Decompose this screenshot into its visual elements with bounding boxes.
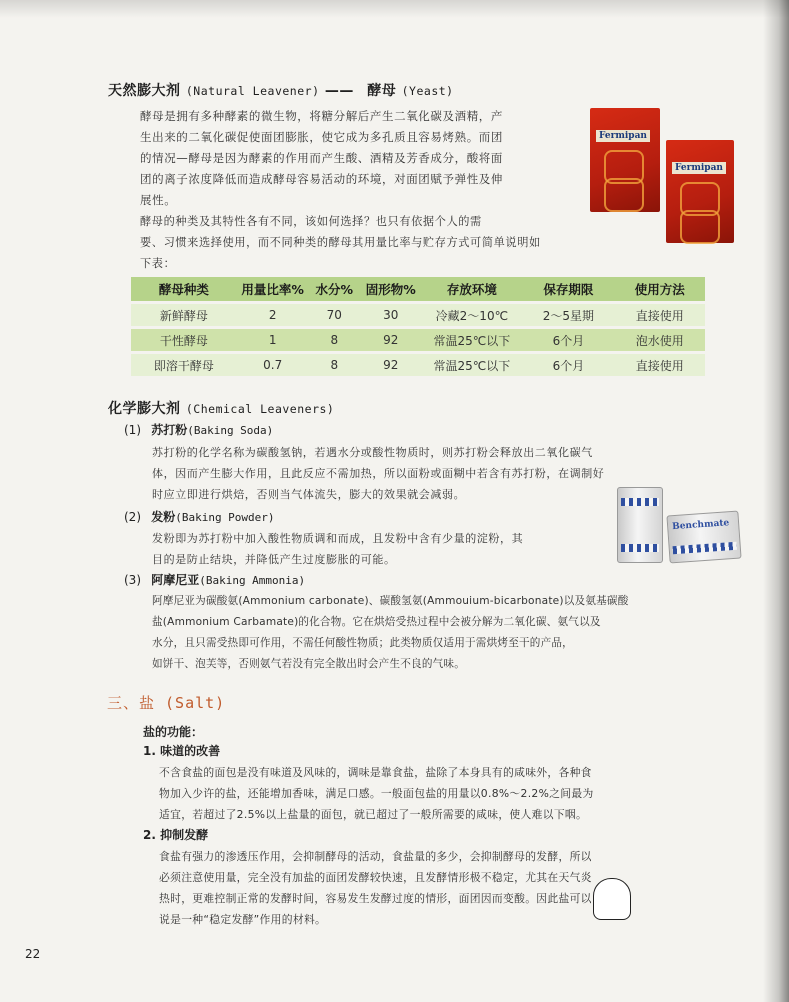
heading-cn: 化学膨大剂 — [108, 401, 181, 417]
table-cell: 泡水使用 — [615, 329, 705, 351]
table-row — [131, 329, 705, 351]
baking-powder-can-image-2 — [666, 511, 741, 564]
table-cell: 直接使用 — [615, 304, 705, 326]
can-stripe — [673, 542, 737, 554]
text-line: 苏打粉的化学名称为碳酸氢钠，若遇水分或酸性物质时，则苏打粉会释放出二氧化碳气 — [152, 446, 593, 459]
heading-dash: —— — [324, 83, 354, 99]
salt-function-2-title: 2. 抑制发酵 — [143, 828, 209, 842]
yeast-comparison-table — [131, 274, 705, 379]
table-header: 存放环境 — [422, 277, 523, 301]
table-header: 保存期限 — [522, 277, 614, 301]
table-cell: 2 — [237, 304, 309, 326]
text-line: 食盐有强力的渗透压作用，会抑制酵母的活动，食盐量的多少，会抑制酵母的发酵，所以 — [159, 850, 592, 863]
heading-cn: 天然膨大剂 — [108, 83, 181, 99]
product-label: Fermipan — [596, 130, 650, 142]
text-line: 酵母是拥有多种酵素的微生物，将糖分解后产生二氧化碳及酒精，产 — [140, 109, 503, 123]
text-line: 水分，且只需受热即可作用，不需任何酸性物质；此类物质仅适用于需烘烤至干的产品， — [152, 637, 573, 649]
baking-powder-text — [152, 528, 612, 570]
table-cell: 8 — [309, 354, 360, 376]
text-line: 必须注意使用量，完全没有加盐的面团发酵较快速，且发酵情形极不稳定，尤其在天气炎 — [159, 871, 592, 884]
salt-function-2-text — [159, 846, 719, 930]
text-line: 盐(Ammonium Carbamate)的化合物。它在烘焙受热过程中会被分解为二氧化碳、氨气以及 — [152, 616, 601, 628]
table-row — [131, 354, 705, 376]
package-pattern — [680, 210, 720, 244]
text-line: 说是一种“稳定发酵”作用的材料。 — [159, 913, 327, 926]
yeast-package-image-1 — [590, 108, 660, 212]
yeast-section-heading — [108, 80, 454, 100]
heading-en: (Chemical Leaveners) — [185, 402, 335, 416]
text-line: 物加入少许的盐，还能增加香味，满足口感。一般面包盐的用量以0.8%～2.2%之间最为 — [159, 787, 594, 800]
can-stripe — [621, 498, 659, 506]
can-stripe — [621, 544, 659, 552]
table-header: 使用方法 — [615, 277, 705, 301]
table-cell: 1 — [237, 329, 309, 351]
text-line: 阿摩尼亚为碳酸氨(Ammonium carbonate)、碳酸氢氨(Ammouium-bicarbonate)以及氨基碳酸 — [152, 595, 629, 607]
table-cell: 常温25℃以下 — [422, 329, 523, 351]
text-line: 如饼干、泡芙等，否则氨气若没有完全散出时会产生不良的气味。 — [152, 658, 466, 670]
item-title-cn: 阿摩尼亚 — [151, 573, 200, 587]
item-title-en: (Baking Ammonia) — [199, 574, 306, 587]
chemical-section-heading — [108, 398, 334, 418]
yeast-package-image-2 — [666, 140, 734, 243]
page-shadow-top — [0, 0, 789, 18]
package-pattern — [604, 178, 644, 212]
table-header: 酵母种类 — [131, 277, 237, 301]
table-cell: 新鲜酵母 — [131, 304, 237, 326]
table-cell: 8 — [309, 329, 360, 351]
table-cell: 6个月 — [522, 329, 614, 351]
item-title-cn: 苏打粉 — [151, 423, 188, 437]
salt-section-heading: 三、盐 (Salt) — [107, 694, 226, 712]
text-line: 不含食盐的面包是没有味道及风味的，调味是靠食盐，盐除了本身具有的咸味外，各种食 — [159, 766, 592, 779]
table-header: 水分% — [309, 277, 360, 301]
table-header-row — [131, 277, 705, 301]
table-cell: 70 — [309, 304, 360, 326]
table-cell: 即溶干酵母 — [131, 354, 237, 376]
table-header: 用量比率% — [237, 277, 309, 301]
text-line: 的情况—酵母是因为酵素的作用而产生酸、酒精及芳香成分，酸将面 — [140, 151, 503, 165]
text-line: 体，因而产生膨大作用，且此反应不需加热，所以面粉或面糊中若含有苏打粉，在调制好 — [152, 467, 605, 480]
table-cell: 0.7 — [237, 354, 309, 376]
baking-powder-can-image-1 — [617, 487, 663, 563]
text-line: 目的是防止结块，并降低产生过度膨胀的可能。 — [152, 553, 396, 566]
text-line: 时应立即进行烘焙，否则当气体流失，膨大的效果就会减弱。 — [152, 488, 466, 501]
item-number: (2) — [124, 510, 141, 524]
text-line: 发粉即为苏打粉中加入酸性物质调和而成，且发粉中含有少量的淀粉，其 — [152, 532, 524, 545]
table-cell: 30 — [360, 304, 422, 326]
salt-function-1-text — [159, 762, 719, 825]
can-label: Benchmate — [671, 518, 730, 533]
table-cell: 2～5星期 — [522, 304, 614, 326]
text-line: 生出来的二氧化碳促使面团膨胀，使它成为多孔质且容易烤熟。而团 — [140, 130, 503, 144]
table-row — [131, 304, 705, 326]
text-line: 团的离子浓度降低而造成酵母容易活动的环境，对面团赋予弹性及伸 — [140, 172, 503, 186]
text-line: 要、习惯来选择使用，而不同种类的酵母其用量比率与贮存方式可简单说明如 — [140, 236, 541, 249]
baking-powder-heading — [124, 508, 275, 525]
salt-function-1-title: 1. 味道的改善 — [143, 744, 221, 758]
text-line: 酵母的种类及其特性各有不同，该如何选择？也只有依据个人的需 — [140, 215, 482, 228]
text-line: 热时，更难控制正常的发酵时间，容易发生发酵过度的情形，面团因而变酸。因此盐可以 — [159, 892, 592, 905]
item-number: (3) — [124, 573, 141, 587]
table-cell: 6个月 — [522, 354, 614, 376]
baking-soda-heading — [124, 421, 273, 438]
heading-en: (Natural Leavener) — [185, 84, 320, 98]
table-cell: 92 — [360, 354, 422, 376]
table-cell: 92 — [360, 329, 422, 351]
table-header: 固形物% — [360, 277, 422, 301]
baking-ammonia-heading — [124, 571, 305, 588]
table-cell: 冷藏2～10℃ — [422, 304, 523, 326]
item-title-en: (Baking Soda) — [187, 424, 274, 437]
text-line: 展性。 — [140, 193, 177, 207]
table-cell: 常温25℃以下 — [422, 354, 523, 376]
table-cell: 干性酵母 — [131, 329, 237, 351]
item-title-cn: 发粉 — [151, 510, 176, 524]
item-number: (1) — [124, 423, 141, 437]
page-number: 22 — [25, 947, 41, 961]
baking-ammonia-text — [152, 591, 722, 675]
text-line: 下表： — [140, 257, 176, 270]
text-line: 适宜，若超过了2.5%以上盐量的面包，就已超过了一般所需要的咸味，使人难以下咽。 — [159, 808, 588, 821]
salt-functions-label: 盐的功能： — [143, 725, 204, 739]
item-title-en: (Baking Powder) — [175, 511, 275, 524]
yeast-paragraph-2 — [140, 211, 660, 274]
page-shadow-right — [763, 0, 789, 1002]
product-label: Fermipan — [672, 162, 726, 174]
yeast-paragraph-1 — [140, 106, 590, 211]
table-cell: 直接使用 — [615, 354, 705, 376]
heading-en-2: (Yeast) — [401, 84, 454, 98]
heading-cn-2: 酵母 — [367, 83, 397, 99]
chef-hat-icon — [593, 878, 631, 920]
